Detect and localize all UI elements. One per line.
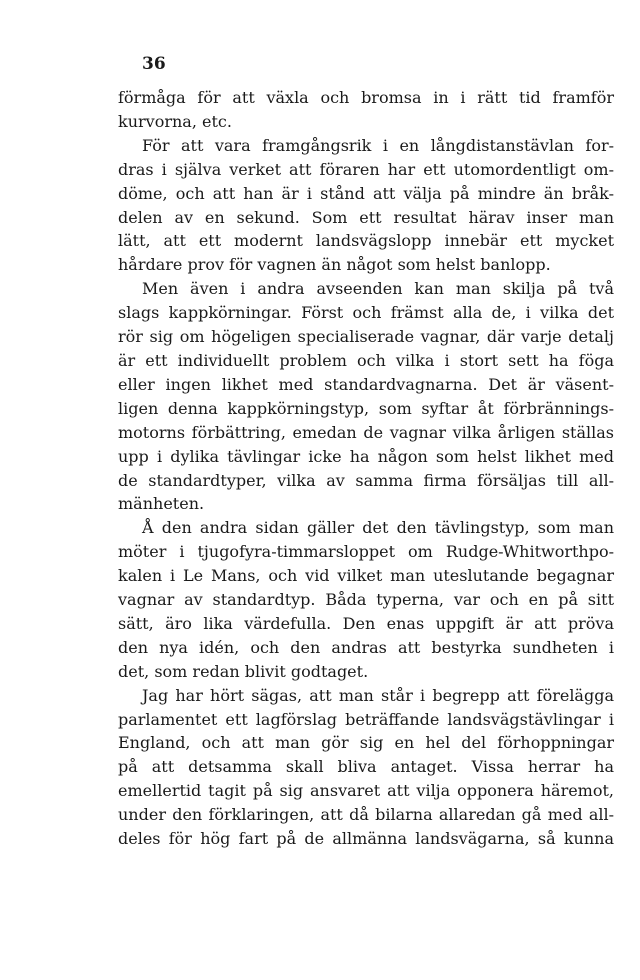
text-line: sätt, äro lika värdefulla. Den enas uppgift är att pröva — [118, 613, 614, 633]
text-line: ligen denna kappkörningstyp, som syftar åt förbrännings- — [118, 398, 614, 418]
text-line: under den förklaringen, att då bilarna allaredan gå med all- — [118, 805, 614, 825]
text-line: För att vara framgångsrik i en långdistanstävlan for- — [142, 135, 614, 155]
text-line: kalen i Le Mans, och vid vilket man uteslutande begagnar — [118, 566, 614, 586]
text-line: på att detsamma skall bliva antaget. Vissa herrar ha — [118, 757, 614, 777]
text-line: hårdare prov för vagnen än något som helst banlopp. — [118, 255, 551, 275]
text-line: vagnar av standardtyp. Båda typerna, var och en på sitt — [118, 590, 614, 610]
text-line: möter i tjugofyra-timmarsloppet om Rudge-Whitworthpo- — [118, 542, 614, 562]
text-line: döme, och att han är i stånd att välja på mindre än bråk- — [118, 183, 614, 203]
text-line: mänheten. — [118, 494, 205, 514]
body-text — [118, 86, 614, 851]
text-line: Å den andra sidan gäller det den tävlingstyp, som man — [142, 518, 614, 538]
text-line: kurvorna, etc. — [118, 111, 232, 131]
text-line: den nya idén, och den andras att bestyrka sundheten i — [118, 637, 614, 657]
text-line: det, som redan blivit godtaget. — [118, 661, 369, 681]
text-line: förmåga för att växla och bromsa in i rätt tid framför — [118, 88, 614, 107]
text-line: England, och att man gör sig en hel del förhoppningar — [118, 733, 614, 753]
text-line: upp i dylika tävlingar icke ha någon som helst likhet med — [118, 446, 614, 466]
text-line: Men även i andra avseenden kan man skilja på två — [142, 279, 614, 299]
text-line: dras i själva verket att föraren har ett utomordentligt om- — [118, 159, 614, 179]
text-line: eller ingen likhet med standardvagnarna. Det är väsent- — [118, 374, 614, 394]
text-line: deles för hög fart på de allmänna landsvägarna, så kunna — [118, 829, 614, 849]
text-line: delen av en sekund. Som ett resultat härav inser man — [118, 207, 614, 227]
book-page — [118, 52, 614, 851]
text-line: rör sig om högeligen specialiserade vagnar, där varje detalj — [118, 327, 614, 347]
text-line: motorns förbättring, emedan de vagnar vilka årligen ställas — [118, 422, 614, 442]
text-line: emellertid tagit på sig ansvaret att vilja opponera häremot, — [118, 781, 614, 801]
text-line: är ett individuellt problem och vilka i stort sett ha föga — [118, 350, 614, 370]
text-line: Jag har hört sägas, att man står i begrepp att förelägga — [142, 685, 614, 705]
paragraph — [118, 516, 614, 683]
text-line: de standardtyper, vilka av samma firma försäljas till all- — [118, 470, 614, 490]
text-line: lätt, att ett modernt landsvägslopp innebär ett mycket — [118, 231, 614, 251]
text-line: parlamentet ett lagförslag beträffande landsvägstävlingar i — [118, 709, 614, 729]
paragraph — [118, 86, 614, 134]
paragraph — [118, 277, 614, 516]
text-line: slags kappkörningar. Först och främst alla de, i vilka det — [118, 303, 614, 323]
paragraph — [118, 134, 614, 277]
paragraph — [118, 684, 614, 851]
page-number: 36 — [142, 54, 166, 74]
